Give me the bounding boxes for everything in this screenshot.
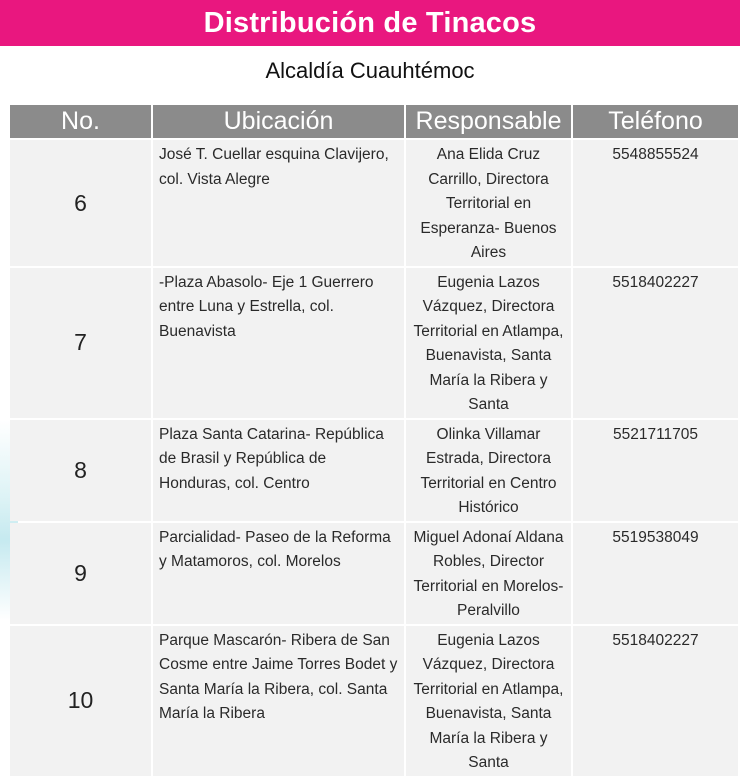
row-location: Plaza Santa Catarina- República de Brasil y República de Honduras, col. Centro <box>153 420 404 521</box>
column-header-telefono: Teléfono <box>573 105 738 138</box>
title-banner <box>0 0 740 46</box>
row-location: Parcialidad- Paseo de la Reforma y Matamoros, col. Morelos <box>153 523 404 624</box>
row-number: 10 <box>10 626 151 776</box>
page-subtitle: Alcaldía Cuauhtémoc <box>265 58 475 83</box>
column-header-responsable: Responsable <box>406 105 571 138</box>
row-responsible: Miguel Adonaí Aldana Robles, Director Territorial en Morelos-Peralvillo <box>406 523 571 624</box>
row-phone: 5518402227 <box>573 626 738 776</box>
table-row <box>10 140 738 266</box>
row-number: 9 <box>10 523 151 624</box>
row-phone: 5518402227 <box>573 268 738 418</box>
column-header-no: No. <box>10 105 151 138</box>
row-responsible: Eugenia Lazos Vázquez, Directora Territorial en Atlampa, Buenavista, Santa María la Ribera y Santa <box>406 626 571 776</box>
row-location: Parque Mascarón- Ribera de San Cosme entre Jaime Torres Bodet y Santa María la Ribera, col. Santa María la Ribera <box>153 626 404 776</box>
row-phone: 5519538049 <box>573 523 738 624</box>
row-number: 6 <box>10 140 151 266</box>
row-phone: 5521711705 <box>573 420 738 521</box>
row-location: José T. Cuellar esquina Clavijero, col. Vista Alegre <box>153 140 404 266</box>
table-header-row <box>10 105 738 138</box>
column-header-ubicacion: Ubicación <box>153 105 404 138</box>
row-responsible: Ana Elida Cruz Carrillo, Directora Territorial en Esperanza- Buenos Aires <box>406 140 571 266</box>
row-number: 7 <box>10 268 151 418</box>
row-responsible: Eugenia Lazos Vázquez, Directora Territorial en Atlampa, Buenavista, Santa María la Ribera y Santa <box>406 268 571 418</box>
table-row <box>10 268 738 418</box>
row-responsible: Olinka Villamar Estrada, Directora Territorial en Centro Histórico <box>406 420 571 521</box>
table-row <box>10 420 738 521</box>
distribution-table <box>8 103 740 778</box>
page-title: Distribución de Tinacos <box>203 6 537 39</box>
row-phone: 5548855524 <box>573 140 738 266</box>
table-row <box>10 626 738 776</box>
row-location: -Plaza Abasolo- Eje 1 Guerrero entre Luna y Estrella, col. Buenavista <box>153 268 404 418</box>
row-number: 8 <box>10 420 151 521</box>
table-row <box>10 523 738 624</box>
